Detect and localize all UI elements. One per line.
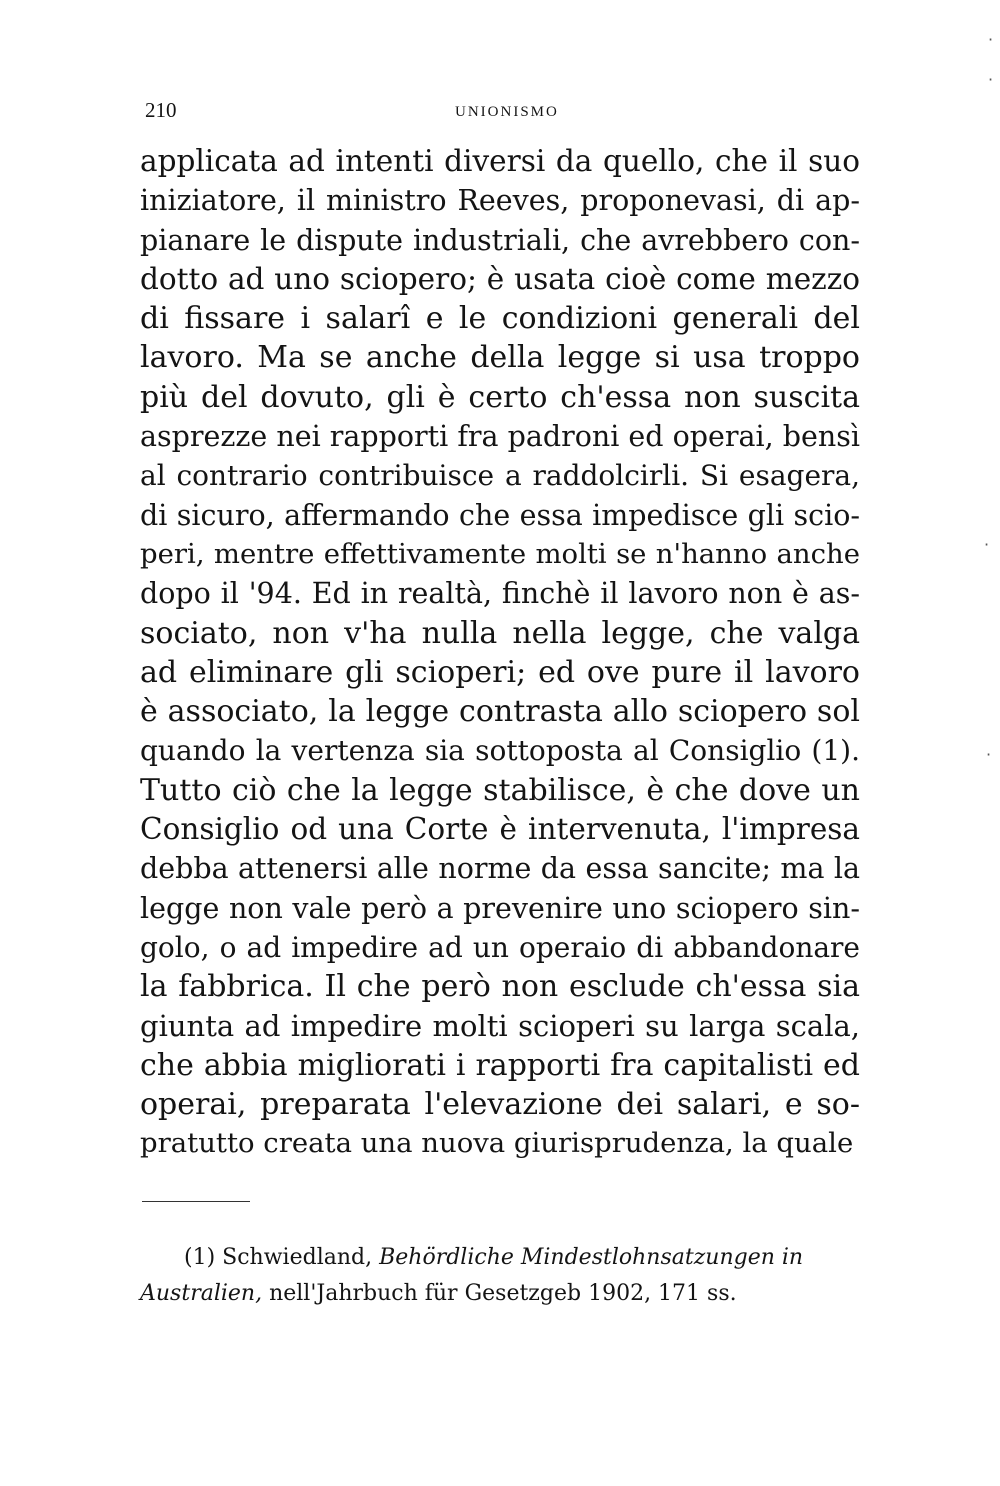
text-line: pianare le dispute industriali, che avrebbero con- — [140, 223, 860, 257]
text-line: Consiglio od una Corte è intervenuta, l'impresa — [140, 812, 860, 847]
text-line: di fissare i salarî e le condizioni generali del — [140, 301, 860, 337]
text-line: ad eliminare gli scioperi; ed ove pure il lavoro — [140, 654, 860, 690]
footnote — [140, 1240, 860, 1312]
text-line: pratutto creata una nuova giurisprudenza, la quale — [140, 1127, 854, 1160]
edge-speck: · — [988, 70, 994, 89]
text-line: più del dovuto, gli è certo ch'essa non suscita — [140, 379, 860, 415]
text-line: quando la vertenza sia sottoposta al Consiglio (1). — [140, 734, 860, 768]
text-line: debba attenersi alle norme da essa sancite; ma la — [140, 852, 860, 886]
text-line: la fabbrica. Il che però non esclude ch'essa sia — [140, 969, 860, 1005]
footnote-marker: (1) Schwiedland, — [184, 1245, 373, 1270]
text-line: giunta ad impedire molti scioperi su larga scala, — [140, 1008, 860, 1043]
text-line: golo, o ad impedire ad un operaio di abbandonare — [140, 930, 860, 964]
text-line: Tutto ciò che la legge stabilisce, è che dove un — [140, 772, 860, 808]
text-line: sociato, non v'ha nulla nella legge, che valga — [140, 615, 860, 651]
footnote-title: Behördliche Mindestlohnsatzungen in — [379, 1245, 804, 1270]
text-line: iniziatore, il ministro Reeves, proponevasi, di ap- — [140, 184, 860, 218]
text-line: dopo il '94. Ed in realtà, finchè il lavoro non è as- — [140, 577, 860, 611]
text-line: peri, mentre effettivamente molti se n'hanno anche — [140, 537, 860, 570]
footnote-divider — [142, 1201, 250, 1202]
text-line: operai, preparata l'elevazione dei salari, e so- — [140, 1087, 860, 1123]
text-line: lavoro. Ma se anche della legge si usa troppo — [140, 340, 860, 376]
body-text — [140, 142, 860, 1164]
page-number: 210 — [145, 98, 177, 122]
footnote-line — [140, 1276, 860, 1312]
edge-speck: · — [984, 535, 990, 554]
running-head — [145, 98, 855, 128]
running-title: UNIONISMO — [455, 104, 559, 120]
text-line: di sicuro, affermando che essa impedisce gli scio- — [140, 498, 860, 532]
edge-speck: · — [988, 30, 994, 49]
footnote-line — [140, 1240, 860, 1276]
text-line: asprezze nei rapporti fra padroni ed operai, bensì — [140, 420, 860, 454]
footnote-title: Australien, — [140, 1281, 263, 1306]
text-line: al contrario contribuisce a raddolcirli. Si esagera, — [140, 459, 860, 493]
footnote-citation: nell'Jahrbuch für Gesetzgeb 1902, 171 ss. — [269, 1281, 737, 1306]
text-line: dotto ad uno sciopero; è usata cioè come mezzo — [140, 261, 860, 296]
text-line: legge non vale però a prevenire uno sciopero sin- — [140, 891, 860, 925]
edge-speck: · — [986, 745, 992, 764]
text-line: è associato, la legge contrasta allo sciopero sol — [140, 694, 860, 730]
text-line: che abbia migliorati i rapporti fra capitalisti ed — [140, 1047, 860, 1083]
text-line: applicata ad intenti diversi da quello, che il suo — [140, 144, 860, 178]
